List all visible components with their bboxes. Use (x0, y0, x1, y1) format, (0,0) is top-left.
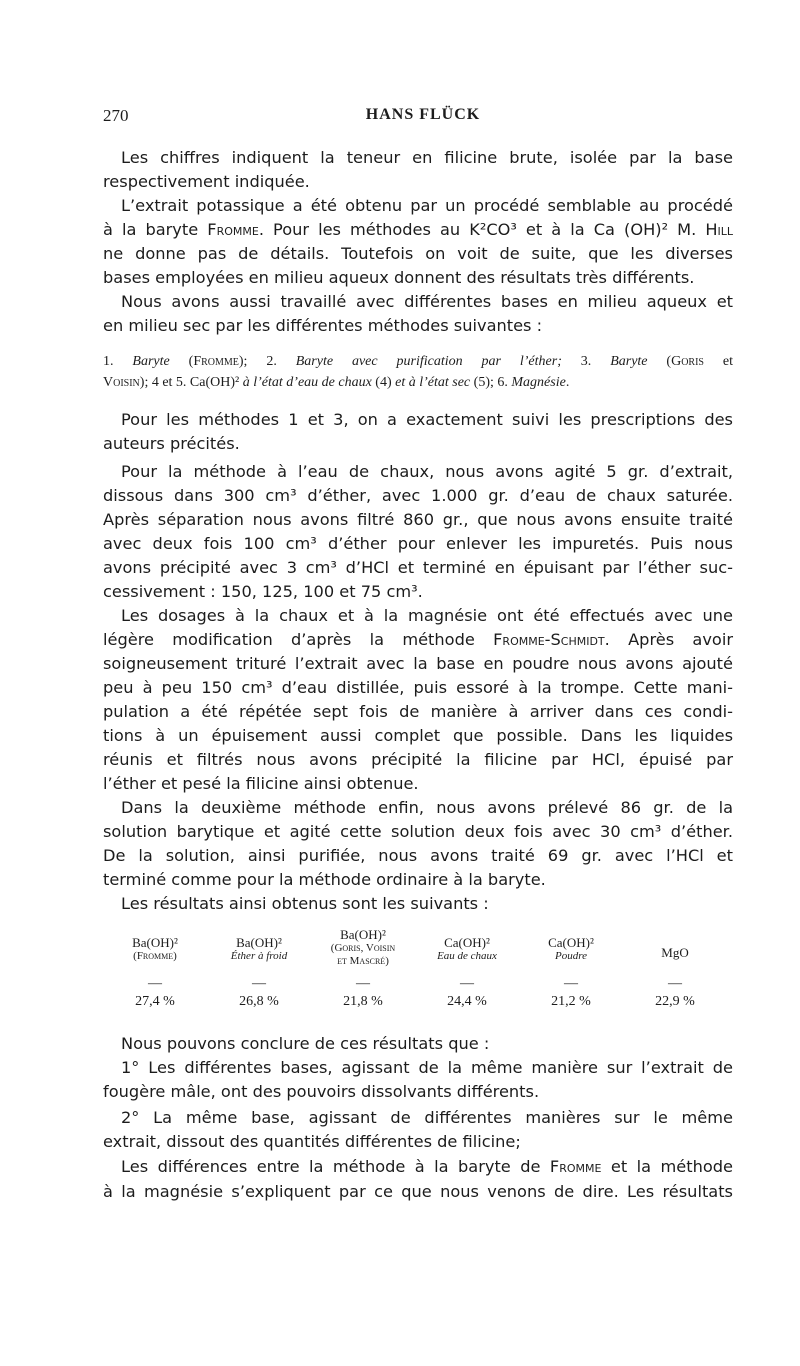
text-line: réunis et filtrés nous avons précipité la filicine par HCl, épuisé par (103, 750, 733, 769)
text-line: avec deux fois 100 cm³ d’éther pour enlever les impuretés. Puis nous (103, 534, 733, 553)
results-column (207, 928, 311, 1009)
text-line: l’éther et pesé la filicine ainsi obtenue. (103, 774, 419, 793)
text-line: ne donne pas de détails. Toutefois on voit de suite, que les diverses (103, 244, 733, 263)
column-head: Ca(OH)² (548, 935, 594, 950)
text-line: L’extrait potassique a été obtenu par un procédé semblable au procédé (121, 196, 733, 215)
column-head: Ba(OH)² (340, 927, 386, 942)
column-rule: — (252, 976, 266, 991)
column-subhead: (Fromme) (133, 950, 177, 962)
column-subhead: Éther à froid (230, 950, 288, 962)
text-line: légère modification d’après la méthode Fromme-Schmidt. Après avoir (103, 630, 733, 649)
text-line: tions à un épuisement aussi complet que possible. Dans les liquides (103, 726, 733, 745)
column-head: Ca(OH)² (444, 935, 490, 950)
text-line: Pour les méthodes 1 et 3, on a exactement suivi les prescriptions des (121, 410, 733, 429)
text-line: Les chiffres indiquent la teneur en filicine brute, isolée par la base (121, 148, 733, 167)
text-line: fougère mâle, ont des pouvoirs dissolvants différents. (103, 1082, 540, 1101)
column-head: Ba(OH)² (132, 935, 178, 950)
text-line: Nous pouvons conclure de ces résultats que : (121, 1034, 490, 1053)
column-subhead: (Goris, Voisin (330, 942, 396, 954)
column-head: Ba(OH)² (236, 935, 282, 950)
text-line: cessivement : 150, 125, 100 et 75 cm³. (103, 582, 423, 601)
text-line: Les résultats ainsi obtenus sont les suivants : (121, 894, 489, 913)
result-value: 27,4 % (135, 994, 175, 1009)
text-line: 2° La même base, agissant de différentes manières sur le même (121, 1108, 733, 1127)
column-head: MgO (661, 945, 689, 960)
column-subhead: Eau de chaux (437, 950, 497, 962)
column-rule: — (668, 976, 682, 991)
methods-list-line: Voisin); 4 et 5. Ca(OH)² à l’état d’eau de chaux (4) et à l’état sec (5); 6. Magnésie. (103, 375, 570, 390)
text-line: Après séparation nous avons filtré 860 gr., que nous avons ensuite traité (103, 510, 733, 529)
text-line: Les dosages à la chaux et à la magnésie ont été effectués avec une (121, 606, 733, 625)
text-line: extrait, dissout des quantités différentes de filicine; (103, 1132, 521, 1151)
running-head: HANS FLÜCK (365, 106, 481, 123)
column-rule: — (356, 976, 370, 991)
author-name: Fromme (549, 1157, 602, 1176)
results-column (103, 928, 207, 1009)
text-line: Pour la méthode à l’eau de chaux, nous avons agité 5 gr. d’extrait, (121, 462, 733, 481)
result-value: 22,9 % (655, 994, 695, 1009)
results-column (415, 928, 519, 1009)
result-value: 26,8 % (239, 994, 279, 1009)
methods-list-line: 1. Baryte (Fromme); 2. Baryte avec purification par l’éther; 3. Baryte (Goris et (103, 354, 734, 369)
results-column (623, 928, 727, 1009)
result-value: 24,4 % (447, 994, 487, 1009)
text-line: 1° Les différentes bases, agissant de la même manière sur l’extrait de (121, 1058, 733, 1077)
text-line: Nous avons aussi travaillé avec différentes bases en milieu aqueux et (121, 292, 733, 311)
text-line: bases employées en milieu aqueux donnent des résultats très différents. (103, 268, 695, 287)
column-rule: — (460, 976, 474, 991)
page-number: 270 (103, 106, 129, 125)
text-line: avons précipité avec 3 cm³ d’HCl et terminé en épuisant par l’éther suc- (103, 558, 733, 577)
text-line: en milieu sec par les différentes méthodes suivantes : (103, 316, 543, 335)
column-subhead: et Mascré) (337, 955, 389, 967)
text-line: à la magnésie s’expliquent par ce que nous venons de dire. Les résultats (103, 1182, 733, 1201)
column-rule: — (148, 976, 162, 991)
result-value: 21,2 % (551, 994, 591, 1009)
author-name: Fromme-Schmidt (493, 630, 605, 649)
column-rule: — (564, 976, 578, 991)
author-name: Fromme (207, 220, 259, 239)
results-column (311, 927, 415, 1009)
text-line: auteurs précités. (103, 434, 240, 453)
author-name: Hill (705, 220, 733, 239)
text-line: De la solution, ainsi purifiée, nous avons traité 69 gr. avec l’HCl et (103, 846, 733, 865)
text-line: terminé comme pour la méthode ordinaire à la baryte. (103, 870, 546, 889)
text-line: dissous dans 300 cm³ d’éther, avec 1.000 gr. d’eau de chaux saturée. (103, 486, 733, 505)
text-line: pulation a été répétée sept fois de manière à arriver dans ces condi- (103, 702, 733, 721)
result-value: 21,8 % (343, 994, 383, 1009)
text-line: soigneusement trituré l’extrait avec la base en poudre nous avons ajouté (103, 654, 733, 673)
text-line: respectivement indiquée. (103, 172, 310, 191)
text-line: Les différences entre la méthode à la baryte de Fromme et la méthode (121, 1157, 733, 1176)
results-column (519, 928, 623, 1009)
text-line: à la baryte Fromme. Pour les méthodes au K²CO³ et à la Ca (OH)² M. Hill (103, 220, 733, 239)
results-table (103, 928, 733, 1018)
text-line: Dans la deuxième méthode enfin, nous avons prélevé 86 gr. de la (121, 798, 733, 817)
column-subhead: Poudre (555, 950, 587, 962)
page-header (103, 106, 743, 128)
text-line: peu à peu 150 cm³ d’eau distillée, puis essoré à la trompe. Cette mani- (103, 678, 733, 697)
text-line: solution barytique et agité cette solution deux fois avec 30 cm³ d’éther. (103, 822, 733, 841)
